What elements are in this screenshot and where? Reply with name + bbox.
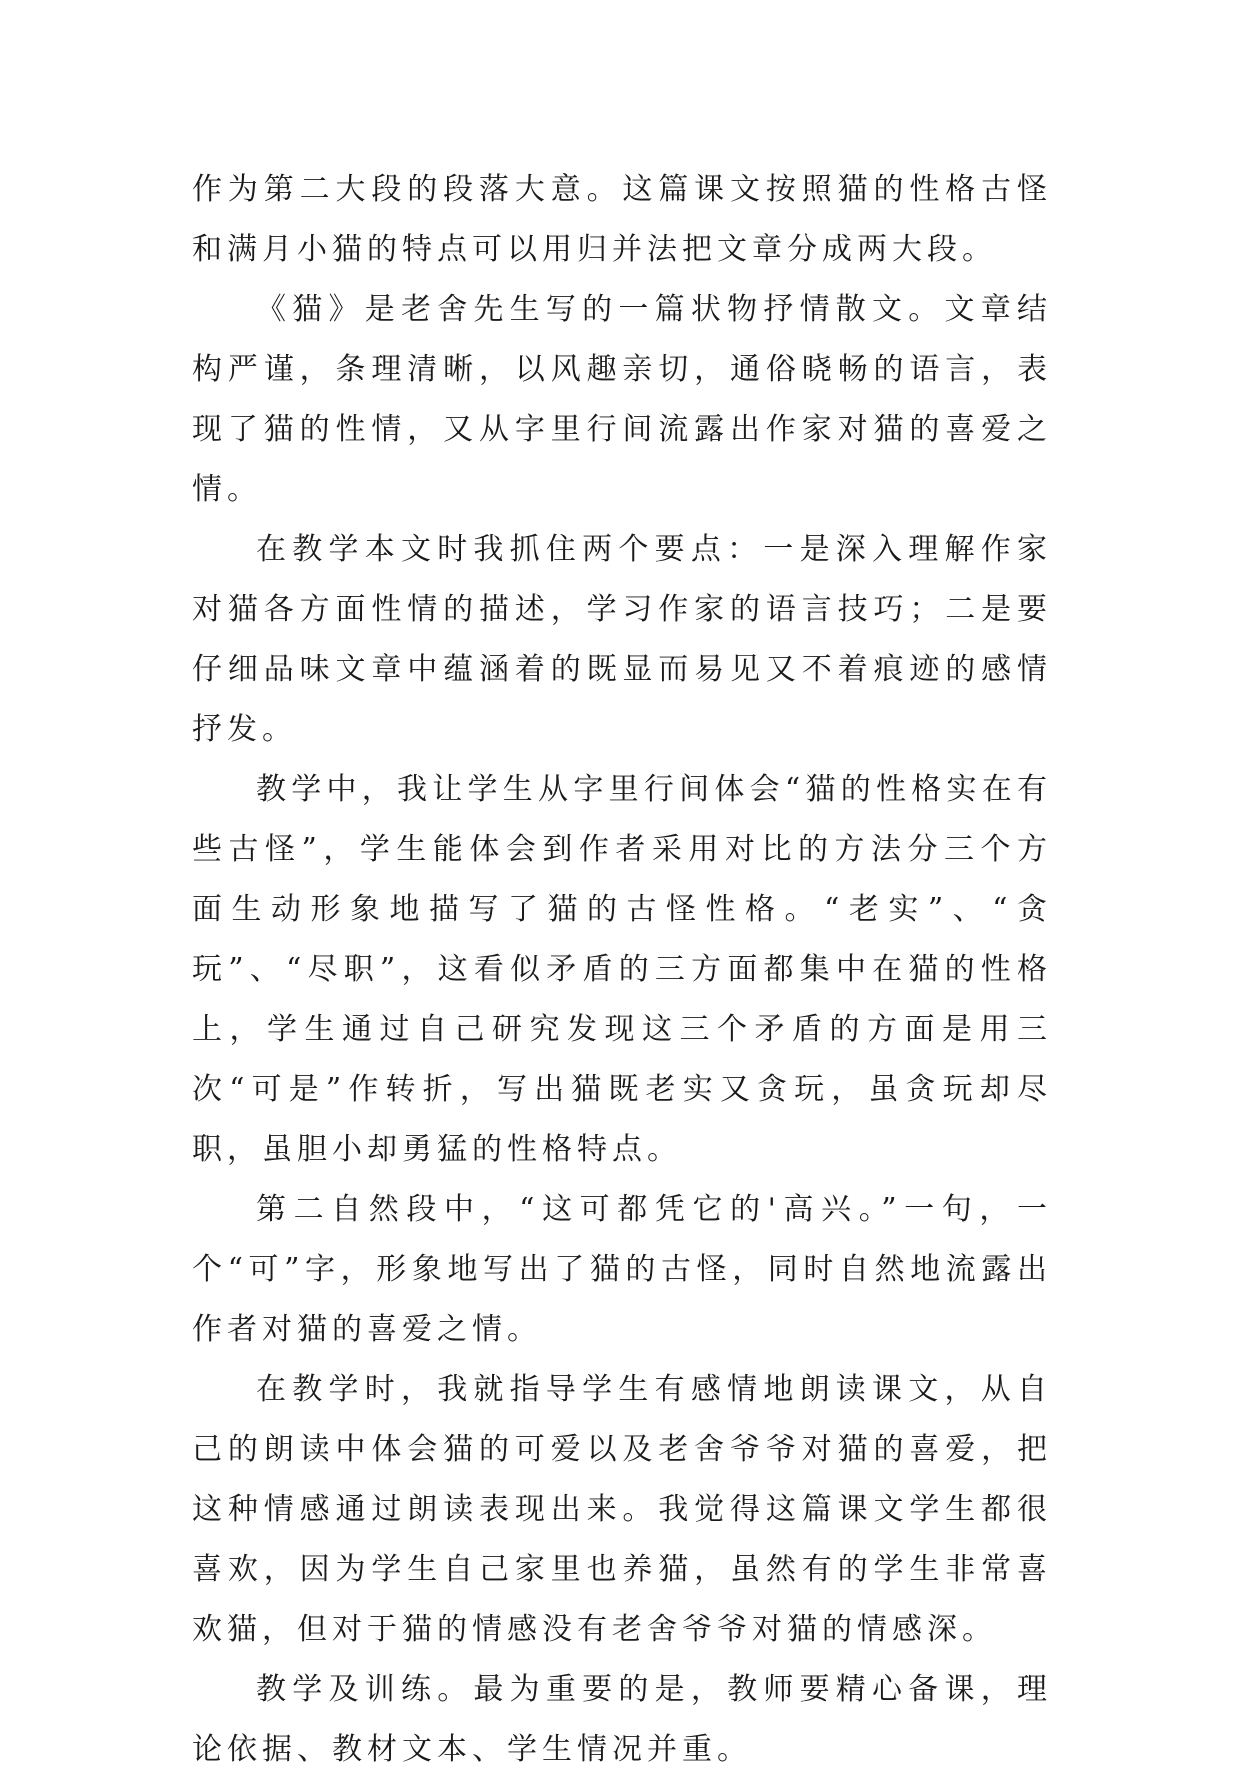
paragraph-5: 第二自然段中，“这可都凭它的'高兴。”一句，一个“可”字，形象地写出了猫的古怪，同时自然地流露出作者对猫的喜爱之情。 xyxy=(192,1192,1052,1347)
paragraph-3: 在教学本文时我抓住两个要点：一是深入理解作家对猫各方面性情的描述，学习作家的语言技巧；二是要仔细品味文章中蕴涵着的既显而易见又不着痕迹的感情抒发。 xyxy=(192,532,1052,747)
paragraph-2: 《猫》是老舍先生写的一篇状物抒情散文。文章结构严谨，条理清晰，以风趣亲切，通俗晓畅的语言，表现了猫的性情，又从字里行间流露出作家对猫的喜爱之情。 xyxy=(192,292,1052,507)
paragraph-6: 在教学时，我就指导学生有感情地朗读课文，从自己的朗读中体会猫的可爱以及老舍爷爷对猫的喜爱，把这种情感通过朗读表现出来。我觉得这篇课文学生都很喜欢，因为学生自己家里也养猫，虽然有的学生非常喜欢猫，但对于猫的情感没有老舍爷爷对猫的情感深。 xyxy=(192,1372,1052,1647)
paragraph-4: 教学中，我让学生从字里行间体会“猫的性格实在有些古怪”，学生能体会到作者采用对比的方法分三个方面生动形象地描写了猫的古怪性格。“老实”、“贪玩”、“尽职”，这看似矛盾的三方面都集中在猫的性格上，学生通过自己研究发现这三个矛盾的方面是用三次“可是”作转折，写出猫既老实又贪玩，虽贪玩却尽职，虽胆小却勇猛的性格特点。 xyxy=(192,772,1052,1167)
document-body xyxy=(192,160,1052,1780)
paragraph-7: 教学及训练。最为重要的是，教师要精心备课，理论依据、教材文本、学生情况并重。 xyxy=(192,1672,1052,1767)
paragraph-1: 作为第二大段的段落大意。这篇课文按照猫的性格古怪和满月小猫的特点可以用归并法把文章分成两大段。 xyxy=(192,172,1052,267)
